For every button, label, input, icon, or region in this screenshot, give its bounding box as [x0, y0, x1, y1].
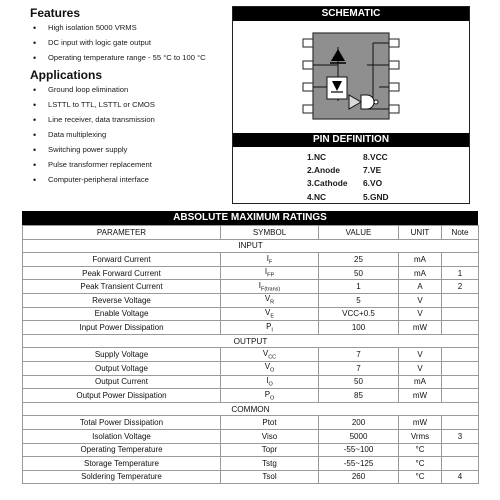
header-symbol: SYMBOL — [221, 226, 319, 240]
cell-unit: V — [399, 307, 442, 321]
table-row — [23, 470, 479, 484]
pin-row — [307, 151, 389, 164]
cell-symbol — [221, 280, 319, 294]
symbol-text: $P_O$ — [264, 389, 275, 402]
section-label: OUTPUT — [23, 334, 479, 348]
schematic-diagram — [233, 21, 469, 132]
cell-parameter: Output Power Dissipation — [23, 389, 221, 403]
cell-parameter: Peak Forward Current — [23, 266, 221, 280]
section-row — [23, 239, 479, 253]
symbol-text: $P_I$ — [266, 321, 273, 334]
symbol-text: $I_O$ — [266, 376, 273, 388]
symbol-text: $I_{F(trans)}$ — [258, 280, 281, 293]
pin-label: 5.GND — [363, 191, 389, 202]
symbol-text: $V_{CC}$ — [262, 348, 277, 361]
cell-unit: mA — [399, 375, 442, 389]
cell-note — [442, 361, 479, 375]
cell-value: 85 — [319, 389, 399, 403]
cell-parameter: Reverse Voltage — [23, 293, 221, 307]
schematic-drawing — [233, 21, 469, 132]
header-unit: UNIT — [399, 226, 442, 240]
cell-note — [442, 253, 479, 267]
cell-note — [442, 389, 479, 403]
applications-list — [30, 85, 230, 185]
cell-parameter: Peak Transient Current — [23, 280, 221, 294]
cell-value: -55~125 — [319, 457, 399, 471]
cell-value: 260 — [319, 470, 399, 484]
cell-value: 100 — [319, 321, 399, 335]
cell-parameter: Enable Voltage — [23, 307, 221, 321]
table-row — [23, 443, 479, 457]
table-header-row — [23, 226, 479, 240]
cell-parameter: Supply Voltage — [23, 348, 221, 362]
cell-note: 3 — [442, 429, 479, 443]
table-row — [23, 293, 479, 307]
cell-value: 5000 — [319, 429, 399, 443]
cell-symbol — [221, 361, 319, 375]
section-row — [23, 334, 479, 348]
application-item: • Switching power supply — [30, 145, 230, 155]
cell-note — [442, 293, 479, 307]
symbol-text: $I_F$ — [266, 253, 273, 266]
header-value: VALUE — [319, 226, 399, 240]
symbol-text: $V_O$ — [264, 362, 275, 375]
cell-symbol: Tsol — [221, 470, 319, 484]
schematic-panel — [232, 6, 470, 204]
cell-note — [442, 416, 479, 430]
application-item: • Computer-peripheral interface — [30, 175, 230, 185]
table-row — [23, 429, 479, 443]
cell-value: 25 — [319, 253, 399, 267]
cell-value: 7 — [319, 348, 399, 362]
pin-label: 6.VO — [363, 178, 383, 189]
cell-value: 7 — [319, 361, 399, 375]
pin-row — [307, 164, 389, 177]
pin-definition-bar — [233, 133, 469, 147]
cell-value: 1 — [319, 280, 399, 294]
application-item: • Line receiver, data transmission — [30, 115, 230, 125]
pin-row — [307, 177, 389, 190]
symbol-text: $V_E$ — [264, 308, 274, 320]
cell-symbol — [221, 321, 319, 335]
pin-label: 7.VE — [363, 165, 382, 176]
pin-definition-title: PIN DEFINITION — [233, 133, 469, 147]
cell-symbol — [221, 293, 319, 307]
ratings-table-section — [22, 211, 478, 484]
cell-value: VCC+0.5 — [319, 307, 399, 321]
cell-symbol: Tstg — [221, 457, 319, 471]
cell-value: 50 — [319, 375, 399, 389]
cell-unit: A — [399, 280, 442, 294]
cell-unit: mA — [399, 266, 442, 280]
cell-note: 1 — [442, 266, 479, 280]
cell-unit: Vrms — [399, 429, 442, 443]
cell-note — [442, 348, 479, 362]
cell-parameter: Storage Temperature — [23, 457, 221, 471]
cell-parameter: Output Voltage — [23, 361, 221, 375]
cell-unit: °C — [399, 443, 442, 457]
cell-note — [442, 375, 479, 389]
schematic-title: SCHEMATIC — [233, 7, 469, 21]
cell-unit: mW — [399, 321, 442, 335]
pin-label: 1.NC — [307, 152, 327, 162]
cell-symbol — [221, 348, 319, 362]
cell-symbol — [221, 266, 319, 280]
features-heading: Features — [30, 6, 81, 20]
cell-parameter: Forward Current — [23, 253, 221, 267]
cell-parameter: Isolation Voltage — [23, 429, 221, 443]
symbol-text: $V_R$ — [264, 294, 275, 307]
table-row — [23, 389, 479, 403]
features-list — [30, 23, 230, 63]
section-label: INPUT — [23, 239, 479, 253]
cell-symbol: Topr — [221, 443, 319, 457]
pin-definition-list — [307, 151, 389, 204]
cell-unit: mA — [399, 253, 442, 267]
table-row — [23, 321, 479, 335]
ratings-body — [23, 239, 479, 484]
cell-value: 50 — [319, 266, 399, 280]
header-note: Note — [442, 226, 479, 240]
cell-value: 5 — [319, 293, 399, 307]
pin-label: 3.Cathode — [307, 178, 348, 189]
feature-item: • DC input with logic gate output — [30, 38, 230, 48]
section-label: COMMON — [23, 402, 479, 416]
ratings-table — [22, 225, 479, 484]
cell-symbol — [221, 253, 319, 267]
cell-symbol — [221, 389, 319, 403]
cell-note — [442, 443, 479, 457]
cell-value: -55~100 — [319, 443, 399, 457]
table-row — [23, 416, 479, 430]
table-row — [23, 375, 479, 389]
table-row — [23, 307, 479, 321]
feature-item: • High isolation 5000 VRMS — [30, 23, 230, 33]
cell-note — [442, 321, 479, 335]
application-item: • Ground loop elimination — [30, 85, 230, 95]
pin-label: 4.NC — [307, 191, 327, 202]
cell-parameter: Total Power Dissipation — [23, 416, 221, 430]
cell-note — [442, 307, 479, 321]
cell-symbol — [221, 307, 319, 321]
and-gate-icon — [361, 95, 374, 109]
applications-heading: Applications — [30, 68, 103, 82]
cell-parameter: Output Current — [23, 375, 221, 389]
pin-label: 8.VCC — [363, 152, 388, 162]
cell-symbol — [221, 375, 319, 389]
table-row — [23, 457, 479, 471]
table-row — [23, 361, 479, 375]
pin-row — [307, 191, 389, 204]
table-row — [23, 253, 479, 267]
cell-unit: mW — [399, 416, 442, 430]
feature-item: • Operating temperature range - 55 °C to 100 °C — [30, 53, 208, 63]
cell-unit: V — [399, 293, 442, 307]
cell-unit: mW — [399, 389, 442, 403]
cell-symbol: Viso — [221, 429, 319, 443]
cell-note: 2 — [442, 280, 479, 294]
cell-parameter: Operating Temperature — [23, 443, 221, 457]
application-item: • Data multiplexing — [30, 130, 230, 140]
cell-unit: V — [399, 361, 442, 375]
cell-unit: °C — [399, 457, 442, 471]
cell-unit: °C — [399, 470, 442, 484]
symbol-text: $I_{FP}$ — [264, 267, 275, 279]
cell-value: 200 — [319, 416, 399, 430]
cell-parameter: Input Power Dissipation — [23, 321, 221, 335]
cell-symbol: Ptot — [221, 416, 319, 430]
cell-note — [442, 457, 479, 471]
cell-unit: V — [399, 348, 442, 362]
ratings-title: ABSOLUTE MAXIMUM RATINGS — [22, 211, 478, 225]
header-parameter: PARAMETER — [23, 226, 221, 240]
table-row — [23, 280, 479, 294]
cell-note: 4 — [442, 470, 479, 484]
table-row — [23, 348, 479, 362]
application-item: • Pulse transformer replacement — [30, 160, 230, 170]
pin-label: 2.Anode — [307, 165, 341, 176]
section-row — [23, 402, 479, 416]
left-column — [30, 6, 230, 190]
application-item: • LSTTL to TTL, LSTTL or CMOS — [30, 100, 230, 110]
table-row — [23, 266, 479, 280]
cell-parameter: Soldering Temperature — [23, 470, 221, 484]
